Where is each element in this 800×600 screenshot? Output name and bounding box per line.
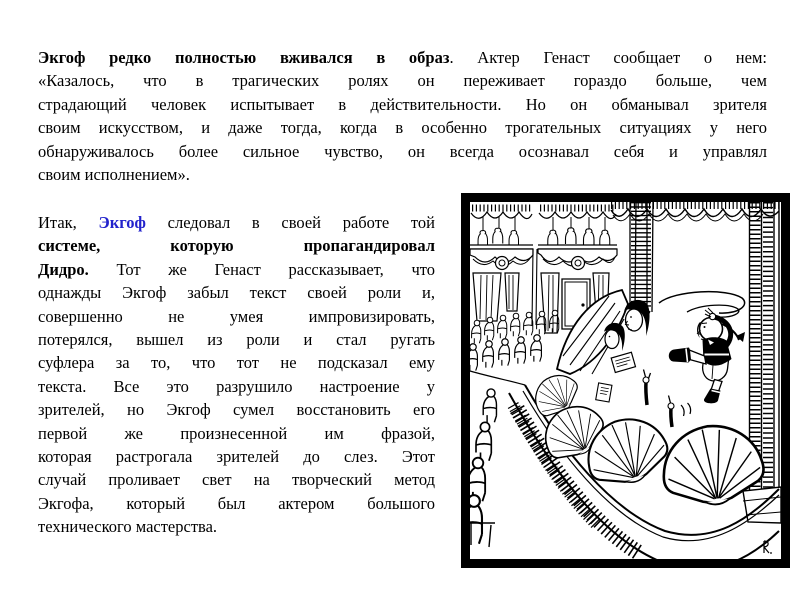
intro-bold-lead: Экгоф редко полностью вживался в образ (38, 48, 450, 67)
text-line: однажды Экгоф забыл текст своей роли и, (38, 283, 435, 303)
text-line: первой же произнесенной им фразой, (38, 423, 435, 443)
text-line: совершенно не умея импровизировать, (38, 306, 435, 326)
text-line: своим исполнением». (38, 165, 190, 185)
text-line: суфлера за то, что тот не подсказал ему (38, 353, 435, 373)
text-line: технического мастерства. (38, 517, 218, 537)
text-line (38, 46, 767, 69)
text-line: текста. Все это разрушило настроение у (38, 376, 435, 396)
text-line: которая растрогала зрителей до слез. Этот (38, 447, 435, 467)
body-bold-phrase: системе, которую пропагандировал (38, 236, 435, 256)
text-line: Экгофа, который был актером большого (38, 493, 435, 513)
text-line: случай проливает свет на творческий метод (38, 470, 435, 490)
text-line (38, 211, 435, 234)
theater-illustration (461, 193, 790, 568)
body-paragraph (38, 211, 435, 539)
intro-paragraph (38, 46, 767, 186)
intro-line1-rest: . Актер Генаст сообщает о нем: (449, 48, 767, 67)
body-bold-phrase-end: Дидро. (38, 259, 89, 279)
body-line1-pre: Итак, (38, 213, 99, 232)
text-line (38, 258, 435, 281)
text-line: своим искусством, и даже тогда, когда в особенно трогательных ситуациях у него (38, 118, 767, 138)
text-line (38, 234, 435, 257)
text-line: потерялся, вышел из роли и стал ругать (38, 330, 435, 350)
ekhof-link[interactable]: Экгоф (98, 213, 146, 232)
text-line: «Казалось, что в трагических ролях он переживает гораздо больше, чем (38, 71, 767, 91)
body-line3-rest: Тот же Генаст рассказывает, что (88, 259, 435, 279)
text-line: зрителей, но Экгоф сумел восстановить его (38, 400, 435, 420)
text-line: страдающий человек испытывает в действительности. Но он обманывал зрителя (38, 94, 767, 114)
text-line: обнаруживалось более сильное чувство, он всегда осознавал себя и управлял (38, 141, 767, 161)
body-line1-rest: следовал в своей работе той (145, 213, 436, 232)
